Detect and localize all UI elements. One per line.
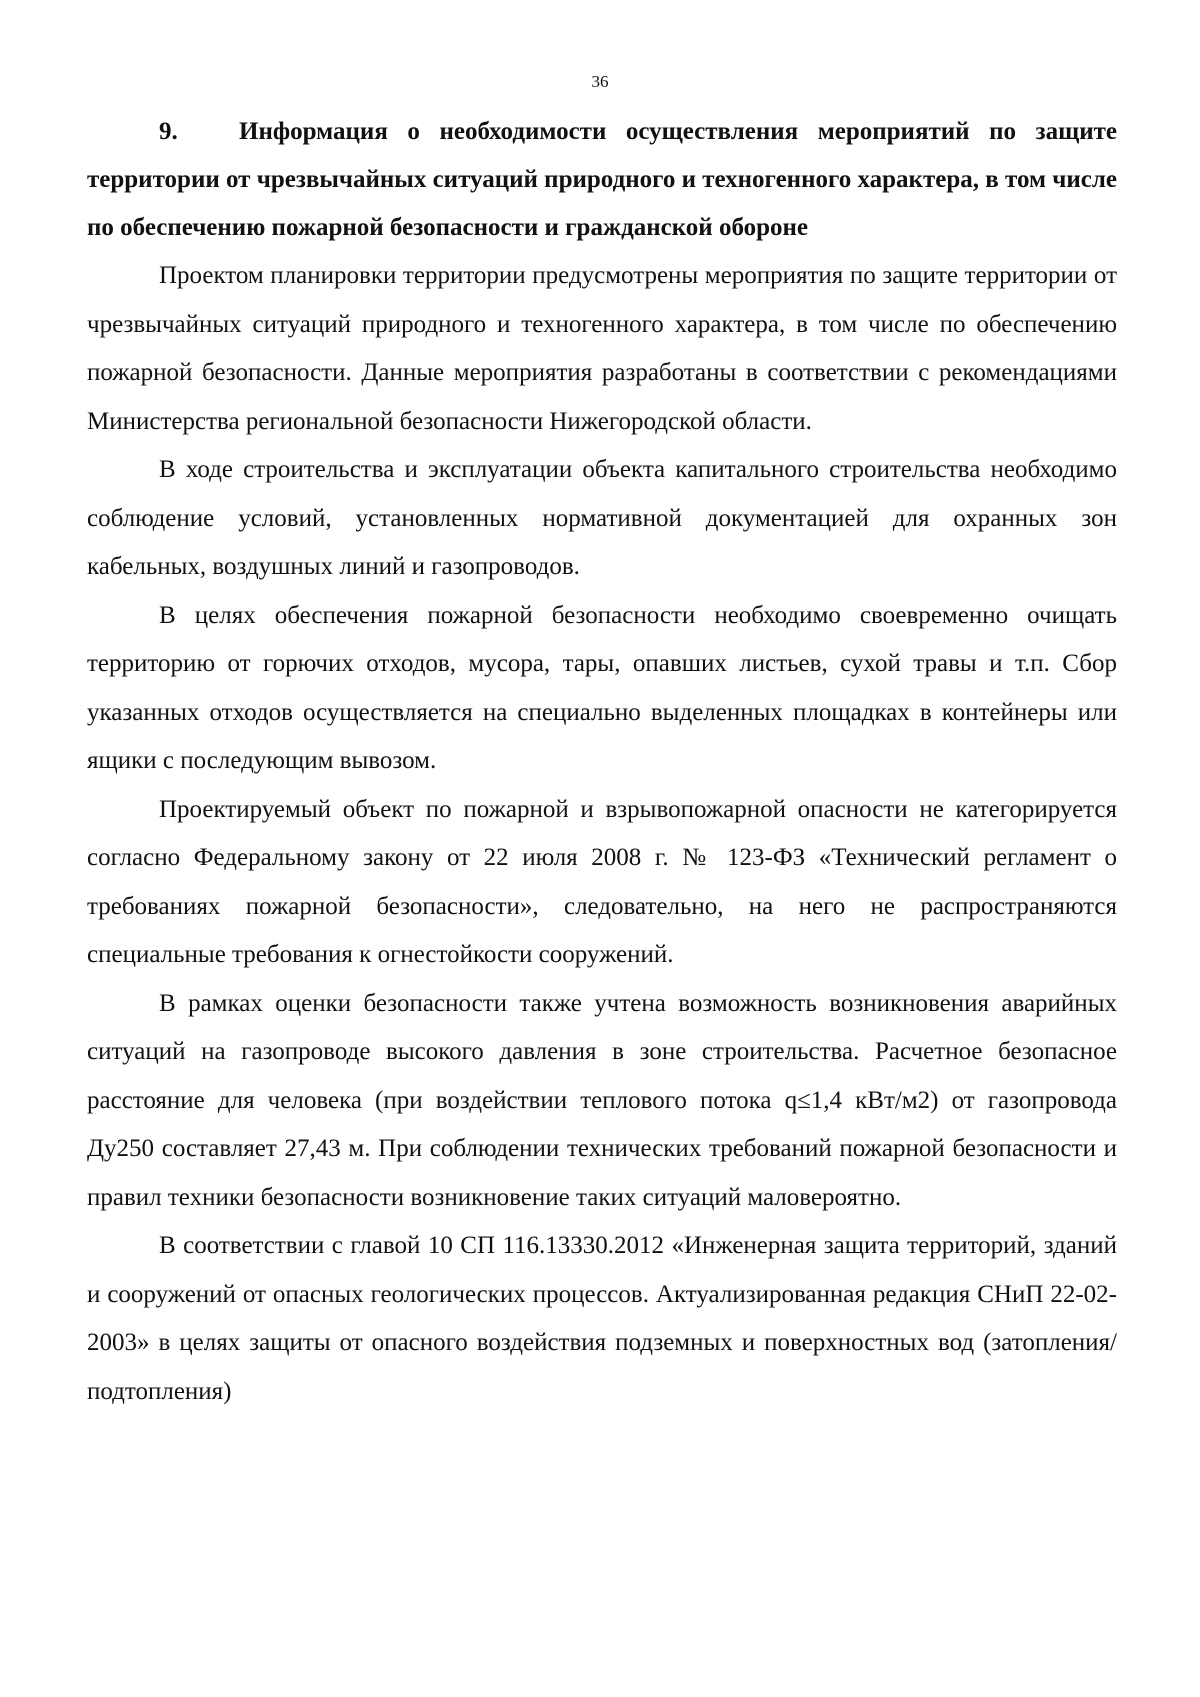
page-content: [87, 108, 1117, 1416]
paragraph-flood-protection: В соответствии с главой 10 СП 116.13330.2012 «Инженерная защита территорий, зданий и сооружений от опасных геологических процессов. Актуализированная редакция СНиП 22-02-2003» в целях защиты от опасного воздействия подземных и поверхностных вод (затопления/подтопления): [87, 1232, 1117, 1405]
section-number: 9.: [159, 118, 178, 145]
page-number: 36: [591, 72, 609, 91]
paragraph-fire-category: Проектируемый объект по пожарной и взрывопожарной опасности не категорируется согласно Федеральному закону от 22 июля 2008 г. № 123-ФЗ «Технический регламент о требованиях пожарной безопасности», следовательно, на него не распространяются специальные требования к огнестойкости сооружений.: [87, 795, 1117, 968]
paragraph-fire-safety-cleanup: В целях обеспечения пожарной безопасности необходимо своевременно очищать территорию от горючих отходов, мусора, тары, опавших листьев, сухой травы и т.п. Сбор указанных отходов осуществляется на специально выделенных площадках в контейнеры или ящики с последующим вывозом.: [87, 601, 1117, 774]
section-title: Информация о необходимости осуществления мероприятий по защите территории от чрезвычайных ситуаций природного и техногенного характера, в том числе по обеспечению пожарной безопасности и гражданской обороне: [87, 118, 1117, 241]
paragraph-gas-pipeline-risk: В рамках оценки безопасности также учтена возможность возникновения аварийных ситуаций на газопроводе высокого давления в зоне строительства. Расчетное безопасное расстояние для человека (при воздействии теплового потока q≤1,4 кВт/м2) от газопровода Ду250 составляет 27,43 м. При соблюдении технических требований пожарной безопасности и правил техники безопасности возникновение таких ситуаций маловероятно.: [87, 989, 1117, 1211]
paragraph-protection-zones: В ходе строительства и эксплуатации объекта капитального строительства необходимо соблюдение условий, установленных нормативной документацией для охранных зон кабельных, воздушных линий и газопроводов.: [87, 456, 1117, 580]
section-heading: [87, 108, 1117, 252]
paragraph-planning-measures: Проектом планировки территории предусмотрены мероприятия по защите территории от чрезвычайных ситуаций природного и техногенного характера, в том числе по обеспечению пожарной безопасности. Данные мероприятия разработаны в соответствии с рекомендациями Министерства региональной безопасности Нижегородской области.: [87, 262, 1117, 435]
